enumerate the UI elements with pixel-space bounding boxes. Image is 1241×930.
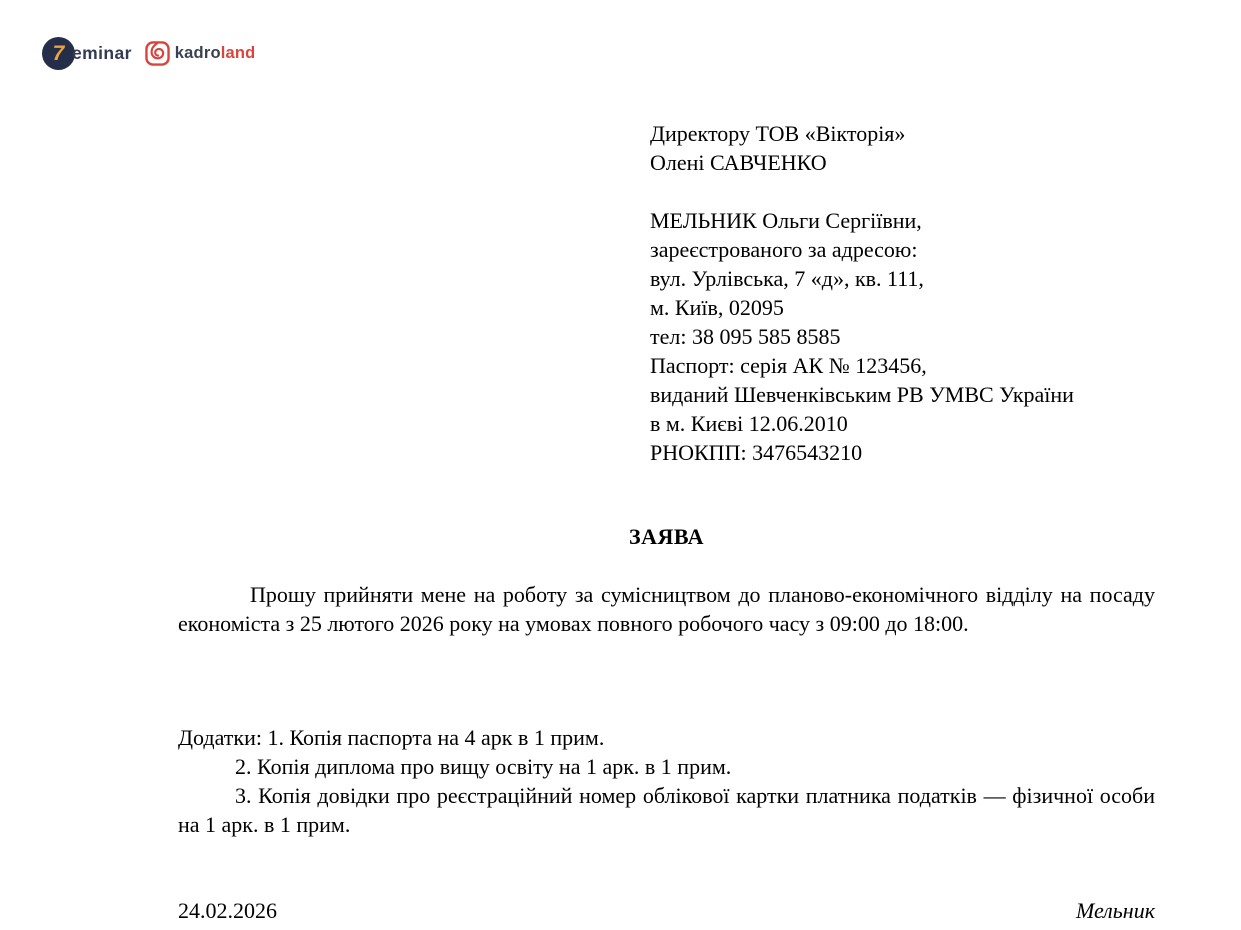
recipient-line: Олені САВЧЕНКО: [650, 150, 827, 175]
seminar-icon: 7: [42, 37, 75, 70]
kadroland-logo[interactable]: [145, 41, 256, 66]
applicant-line: виданий Шевченківським РВ УМВС України: [650, 382, 1074, 407]
applicant-line: вул. Урлівська, 7 «д», кв. 111,: [650, 266, 924, 291]
applicant-line: МЕЛЬНИК Ольги Сергіївни,: [650, 208, 922, 233]
attachment-line: 2. Копія диплома про вищу освіту на 1 арк. в 1 прим.: [235, 754, 732, 779]
recipient-line: Директору ТОВ «Вікторія»: [650, 121, 906, 146]
recipient-block: [650, 119, 1074, 467]
attachment-line: 3. Копія довідки про реєстраційний номер облікової картки платника податків — фізичної особи на 1 арк. в 1 прим.: [178, 783, 1155, 837]
attachments-block: [178, 723, 1155, 839]
applicant-line: в м. Києві 12.06.2010: [650, 411, 848, 436]
applicant-line: зареєстрованого за адресою:: [650, 237, 918, 262]
header-logos: [42, 37, 255, 70]
signature-name: Мельник: [1075, 898, 1155, 923]
applicant-line: РНОКПП: 3476543210: [650, 440, 863, 465]
attachment-line: Додатки: 1. Копія паспорта на 4 арк в 1 прим.: [178, 725, 605, 750]
kadroland-spiral-icon: [145, 41, 170, 66]
footer-row: [178, 896, 1155, 925]
applicant-line: м. Київ, 02095: [650, 295, 784, 320]
kadroland-wordmark-primary: kadro: [174, 44, 221, 62]
kadroland-wordmark: [175, 44, 256, 63]
blank-line: [650, 177, 1074, 206]
kadroland-wordmark-accent: land: [220, 44, 256, 62]
document-date: 24.02.2026: [178, 898, 277, 923]
applicant-line: тел: 38 095 585 8585: [650, 324, 841, 349]
document-title: ЗАЯВА: [628, 524, 705, 549]
seminar-logo[interactable]: [42, 37, 132, 70]
seminar-wordmark: eminar: [72, 43, 132, 63]
applicant-line: Паспорт: серія АК № 123456,: [650, 353, 927, 378]
body-paragraph: Прошу прийняти мене на роботу за сумісництвом до планово-економічного відділу на посаду економіста з 25 лютого 2026 року на умовах повного робочого часу з 09:00 до 18:00.: [178, 582, 1155, 636]
